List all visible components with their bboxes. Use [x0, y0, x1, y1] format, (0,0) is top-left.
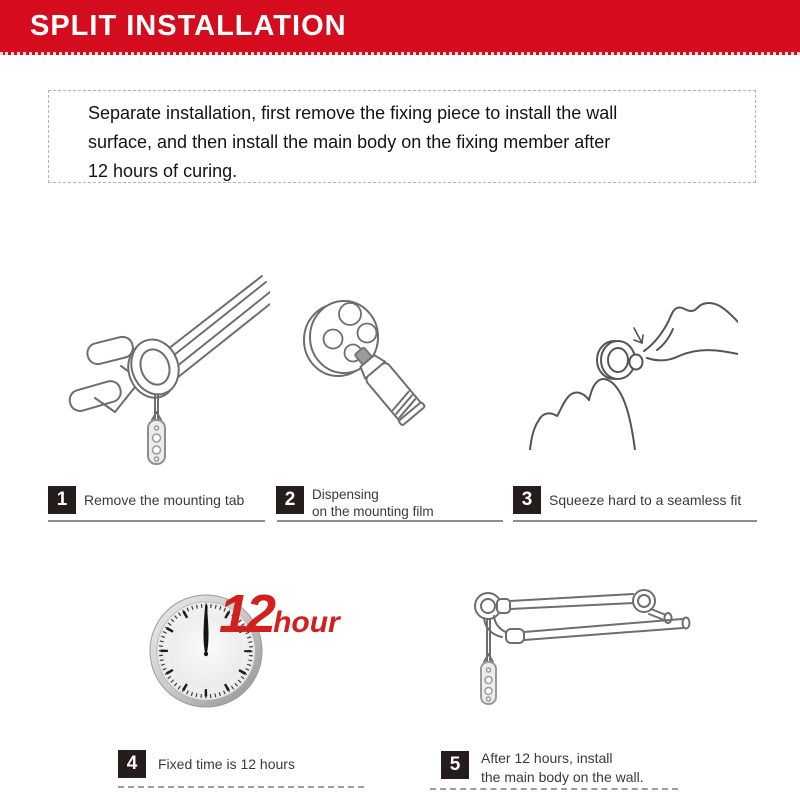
hour-number: 12 — [219, 584, 274, 644]
step-5-label-line-1: After 12 hours, install — [481, 750, 613, 766]
step-2-label — [312, 484, 434, 520]
step-3-number-text: 3 — [521, 489, 533, 510]
step-3-divider — [513, 520, 757, 522]
intro-line-1: Separate installation, first remove the fixing piece to install the wall — [88, 103, 618, 123]
step-2-number-text: 2 — [284, 489, 296, 510]
step-number-2 — [276, 486, 304, 514]
step-2-divider — [277, 520, 503, 522]
glue-tube — [348, 341, 426, 425]
hour-unit: hour — [273, 606, 340, 639]
step-1-divider — [48, 520, 265, 522]
step-1-label: Remove the mounting tab — [84, 492, 245, 508]
step5-illustration-towel-rack — [440, 578, 700, 728]
intro-line-2: surface, and then install the main body on the fixing member after — [88, 132, 611, 152]
step-3-label: Squeeze hard to a seamless fit — [549, 492, 742, 508]
step-4-divider — [118, 786, 364, 788]
page-title: SPLIT INSTALLATION — [30, 10, 347, 42]
step-number-3 — [513, 486, 541, 514]
step-1-number-text: 1 — [56, 489, 68, 510]
intro-line-3: 12 hours of curing. — [88, 161, 238, 181]
step-number-4 — [118, 750, 146, 778]
thumb — [589, 379, 635, 450]
step2-illustration-glue-dispensing — [295, 282, 445, 434]
step-5-divider — [430, 788, 678, 790]
step1-illustration-towel-bar-end — [55, 270, 270, 475]
step3-illustration-squeeze-hands — [523, 282, 738, 450]
step-5-label-line-2: the main body on the wall. — [481, 769, 644, 785]
step-4-label: Fixed time is 12 hours — [158, 756, 295, 772]
step-2-label-line-1: Dispensing — [312, 487, 379, 502]
step-5-label — [481, 749, 644, 787]
twelve-hour-text — [219, 583, 340, 645]
step-2-label-line-2: on the mounting film — [312, 504, 434, 519]
index-finger — [644, 303, 738, 351]
step-5-number-text: 5 — [449, 754, 461, 775]
step-number-1 — [48, 486, 76, 514]
step-number-5 — [441, 751, 469, 779]
step-4-number-text: 4 — [126, 753, 138, 774]
title-banner — [0, 0, 800, 55]
intro-text-box — [48, 90, 756, 183]
